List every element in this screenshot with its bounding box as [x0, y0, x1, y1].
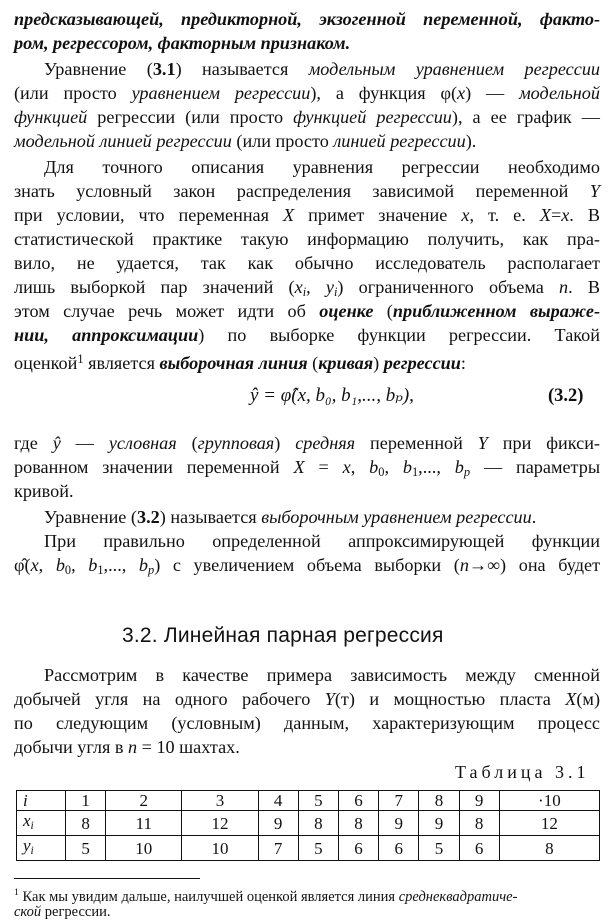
subscript: i: [302, 285, 307, 299]
text-line: [14, 106, 600, 128]
subscript: 1: [411, 465, 419, 479]
formula-number: (3.2): [548, 386, 584, 406]
variable: x: [561, 205, 570, 225]
table-cell: 7: [258, 836, 298, 861]
variable: b: [138, 555, 148, 575]
text-span: , т. е.: [469, 205, 540, 225]
table-cell: 5: [298, 791, 338, 811]
variable: n: [128, 737, 138, 757]
table-cell: 7: [379, 791, 419, 811]
text-line: [14, 324, 600, 346]
text-span: (или просто: [231, 131, 334, 151]
text-span: (или просто: [14, 83, 132, 103]
term: средняя: [295, 433, 356, 453]
variable: n: [559, 277, 569, 297]
text-span: ,...,: [103, 555, 139, 575]
term: уравнением регрессии: [131, 83, 311, 103]
term: модельной линией регрессии: [14, 131, 232, 151]
text-span: ,: [306, 277, 326, 297]
text-span: Для точного описания уравнения регрессии необходимо: [44, 157, 600, 177]
table-cell: 4: [258, 791, 298, 811]
text-span: :: [460, 353, 466, 373]
term: выборочная линия: [159, 353, 308, 373]
term: линией регрессии: [333, 131, 466, 151]
text-span: →∞) она будет: [468, 555, 601, 575]
row-header-letter: x: [23, 811, 31, 830]
text-span: ) ограниченного объема: [337, 277, 560, 297]
text-span: При правильно определенной аппроксимирующей функции: [44, 531, 600, 551]
row-header-subscript: i: [30, 844, 34, 857]
text-span: (т) и мощностью пласта: [334, 689, 566, 709]
text-line: [14, 276, 600, 303]
text-line: [14, 8, 600, 30]
term: среднеквадратиче-: [398, 889, 518, 905]
table-cell: 6: [379, 836, 419, 861]
variable: n: [459, 555, 469, 575]
table-row-y: [17, 836, 600, 861]
equation-ref: 3.2: [136, 507, 160, 527]
row-header: [17, 811, 66, 836]
table-cell: 6: [459, 836, 499, 861]
variable: b: [454, 457, 464, 477]
text-span: (: [176, 433, 198, 453]
text-line: [14, 432, 600, 454]
term: функцией: [14, 107, 88, 127]
variable: ŷ: [52, 433, 61, 453]
text-span: ром, регрессором, факторным признаком.: [14, 33, 351, 53]
data-table: [16, 790, 600, 861]
text-span: ) называется: [175, 59, 309, 79]
text-span: ), а ее график —: [451, 107, 600, 127]
text-line: [14, 554, 600, 581]
variable: x: [30, 555, 39, 575]
text-line: [14, 688, 600, 710]
text-span: (м): [576, 689, 600, 709]
row-header: i: [17, 791, 66, 811]
text-span: ), а функция φ(: [310, 83, 458, 103]
text-line: [14, 530, 600, 552]
text-line: [14, 712, 600, 734]
table-cell: 2: [106, 791, 182, 811]
table-cell: 8: [419, 791, 459, 811]
text-span: переменной: [355, 433, 478, 453]
text-span: знать условный закон распределения зависимой переменной: [14, 181, 590, 201]
subscript: p: [463, 465, 471, 479]
text-span: =: [304, 457, 343, 477]
text-line: [14, 228, 600, 250]
text-span: Уравнение (: [44, 59, 153, 79]
text-span: регрессии.: [41, 904, 111, 920]
text-span: φ̂(: [14, 555, 31, 575]
text-span: при условии, что переменная: [14, 205, 284, 225]
subscript: p: [148, 563, 155, 577]
table-cell: 5: [298, 836, 338, 861]
text-line: [14, 736, 600, 758]
variable: y: [325, 277, 334, 297]
text-span: добычей угля на одного рабочего: [14, 689, 325, 709]
text-span: ,: [38, 555, 56, 575]
table-cell: 11: [106, 811, 182, 836]
variable: Y: [477, 433, 488, 453]
table-cell: 9: [379, 811, 419, 836]
term: ской: [14, 904, 42, 920]
table-cell: 9: [258, 811, 298, 836]
text-line: [14, 348, 466, 374]
variable: X: [539, 205, 551, 225]
row-header-subscript: i: [30, 819, 34, 832]
variable: x: [457, 83, 466, 103]
table-cell: 6: [338, 791, 378, 811]
table-cell: ·10: [499, 791, 599, 811]
table-cell: 9: [419, 811, 459, 836]
table-row-x: [17, 811, 600, 836]
table-row-i: [17, 791, 600, 811]
table-cell: 8: [298, 811, 338, 836]
table-cell: 5: [419, 836, 459, 861]
table-cell: 1: [66, 791, 106, 811]
text-span: добычи угля в: [14, 737, 128, 757]
term: приближенном выраже-: [392, 301, 600, 321]
text-span: лишь выборкой пар значений (: [14, 277, 295, 297]
term: модельным уравнением регрессии: [308, 59, 601, 79]
text-span: ): [373, 353, 384, 373]
text-span: Уравнение (: [44, 507, 137, 527]
table-cell: 12: [499, 811, 599, 836]
footnote-marker: 1: [14, 887, 19, 898]
table-cell: 8: [499, 836, 599, 861]
text-span: ,...,: [418, 457, 455, 477]
equation-ref: 3.1: [152, 59, 176, 79]
term: нии, аппроксимации: [14, 325, 199, 345]
text-span: ): [274, 433, 296, 453]
text-line: [14, 180, 600, 202]
text-span: ,: [350, 457, 370, 477]
table-cell: 8: [459, 811, 499, 836]
text-line: [14, 506, 600, 528]
variable: X: [293, 457, 305, 477]
variable: b: [402, 457, 412, 477]
text-span: . В: [568, 277, 601, 297]
text-span: ) с увеличением объема выборки (: [154, 555, 460, 575]
text-span: ,: [384, 457, 403, 477]
text-span: =: [550, 205, 562, 225]
variable: b: [88, 555, 98, 575]
text-line: [14, 58, 600, 80]
term: модельной: [519, 83, 600, 103]
text-span: ) —: [465, 83, 520, 103]
text-span: вило, не удается, так как обычно исследователь располагает: [14, 253, 600, 273]
variable: b: [369, 457, 379, 477]
text-span: является: [83, 353, 160, 373]
text-span: Как мы увидим дальше, наилучшей оценкой является линия: [18, 889, 399, 905]
text-line: [14, 252, 600, 274]
section-heading: 3.2. Линейная парная регрессия: [122, 624, 444, 647]
text-span: где: [14, 433, 53, 453]
table-cell: 12: [182, 811, 258, 836]
term: условная: [108, 433, 177, 453]
variable: Y: [324, 689, 335, 709]
subscript: 0: [378, 465, 385, 479]
text-span: примет значение: [294, 205, 462, 225]
text-line: [14, 204, 600, 226]
text-line: [14, 300, 600, 322]
term: групповая: [197, 433, 275, 453]
text-line: [14, 32, 600, 54]
text-line: [14, 82, 600, 104]
text-span: статистической практике такую информацию получить, как пра-: [14, 229, 600, 249]
variable: x: [461, 205, 470, 225]
text-span: кривой.: [14, 481, 74, 501]
term: выборочным уравнением регрессии: [261, 507, 532, 527]
text-span: рованном значении переменной: [14, 457, 294, 477]
text-line: [14, 456, 600, 483]
row-header-letter: y: [23, 836, 31, 855]
text-span: предсказывающей, предикторной, экзогенной переменной, факто-: [14, 9, 600, 29]
table-cell: 10: [182, 836, 258, 861]
text-span: ) по выборке функции регрессии. Такой: [198, 325, 601, 345]
text-span: .: [531, 507, 537, 527]
variable: b: [55, 555, 65, 575]
table-cell: 9: [459, 791, 499, 811]
subscript: i: [333, 285, 338, 299]
table-cell: 3: [182, 791, 258, 811]
variable: Y: [589, 181, 600, 201]
text-span: —: [60, 433, 109, 453]
text-span: ).: [465, 131, 477, 151]
text-span: ) называется: [159, 507, 262, 527]
text-line: [14, 156, 600, 178]
text-span: . В: [569, 205, 601, 225]
text-line: [14, 480, 600, 502]
table-caption: Таблица 3.1: [455, 762, 590, 782]
term: функцией регрессии: [293, 107, 452, 127]
text-span: Рассмотрим в качестве примера зависимость между сменной: [44, 665, 600, 685]
footnote-line: [14, 903, 600, 921]
text-span: по следующим (условным) данным, характеризующим процесс: [14, 713, 600, 733]
text-span: этом случае речь может идти об: [14, 301, 320, 321]
table-cell: 8: [66, 811, 106, 836]
text-span: (: [307, 353, 319, 373]
variable: x: [294, 277, 303, 297]
variable: X: [283, 205, 295, 225]
subscript: 0: [64, 563, 72, 577]
text-span: (: [373, 301, 393, 321]
table-cell: 10: [106, 836, 182, 861]
text-span: — параметры: [470, 457, 601, 477]
variable: x: [342, 457, 351, 477]
text-span: регрессии (или просто: [87, 107, 294, 127]
term: регрессии: [383, 353, 461, 373]
regression-formula: ŷ = φ̂(x, b₀, b₁,..., bₚ),: [250, 385, 414, 406]
table-cell: 8: [338, 811, 378, 836]
table-cell: 6: [338, 836, 378, 861]
text-span: = 10 шахтах.: [137, 737, 240, 757]
table-cell: 5: [66, 836, 106, 861]
term: кривая: [318, 353, 374, 373]
text-line: [14, 664, 600, 686]
footnote-ref: 1: [77, 352, 84, 366]
subscript: 1: [97, 563, 104, 577]
text-span: при фикси-: [487, 433, 600, 453]
row-header: [17, 836, 66, 861]
term: оценке: [319, 301, 374, 321]
text-span: ,: [71, 555, 89, 575]
variable: X: [565, 689, 577, 709]
text-span: оценкой: [14, 353, 78, 373]
footnote-divider: [14, 878, 200, 879]
text-line: [14, 130, 600, 152]
